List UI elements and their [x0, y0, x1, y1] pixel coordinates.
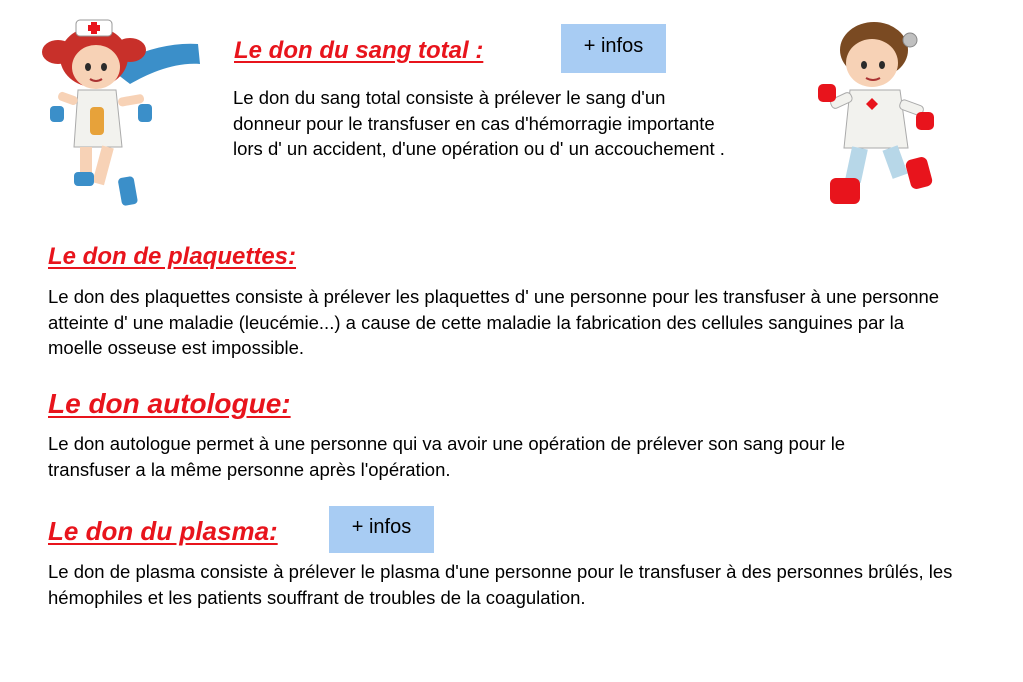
infos-sang-total-button[interactable]: + infos — [561, 24, 666, 73]
heading-don-autologue: Le don autologue: — [48, 388, 291, 419]
heading-don-plasma: Le don du plasma: — [48, 516, 278, 546]
paragraph-don-sang-total: Le don du sang total consiste à prélever le sang d'un donneur pour le transfuser en cas d'hémorragie importante lors d' un accident, d'une opération ou d' un accouchement . — [233, 87, 725, 159]
doctor-boy-illustration — [812, 18, 947, 213]
nurse-girl-illustration — [38, 12, 208, 217]
heading-don-sang-total: Le don du sang total : — [234, 37, 484, 64]
heading-don-plaquettes: Le don de plaquettes: — [48, 243, 297, 270]
paragraph-don-plasma: Le don de plasma consiste à prélever le plasma d'une personne pour le transfuser à des personnes brûlés, les hémophiles et les patients souffrant de troubles de la coagulation. — [48, 561, 953, 608]
paragraph-don-autologue: Le don autologue permet à une personne qui va avoir une opération de prélever son sang pour le transfuser a la même personne après l'opération. — [48, 433, 846, 480]
paragraph-don-plaquettes: Le don des plaquettes consiste à prélever les plaquettes d' une personne pour les transfuser à une personne atteinte d' une maladie (leucémie...) a cause de cette maladie la fabrication des cellules sanguines par la moelle osseuse est impossible. — [48, 286, 940, 358]
infos-plasma-button[interactable]: + infos — [329, 506, 434, 553]
